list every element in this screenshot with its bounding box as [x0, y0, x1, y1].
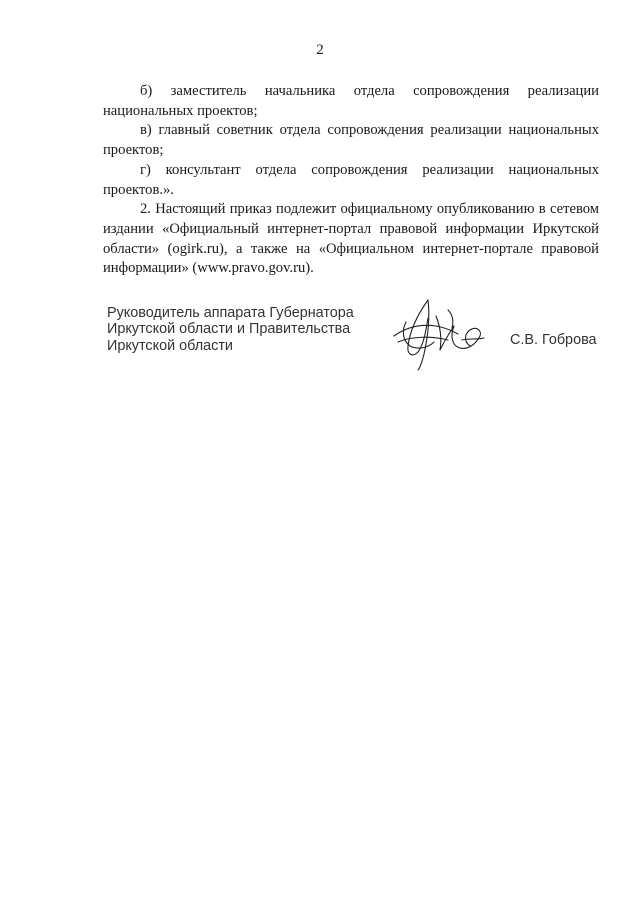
signatory-position-line: Руководитель аппарата Губернатора: [107, 305, 354, 321]
signatory-position: [107, 305, 354, 354]
signatory-name: С.В. Гоброва: [510, 332, 597, 348]
handwritten-signature: [388, 296, 488, 372]
page-number: 2: [316, 42, 324, 58]
paragraph-publication: 2. Настоящий приказ подлежит официальному опубликованию в сетевом издании «Официальный интернет-портал правовой информации Иркутской области» (ogirk.ru), а также на «Официальном интернет-портале правовой информации» (www.pravo.gov.ru).: [103, 201, 599, 277]
paragraph-item-g: г) консультант отдела сопровождения реализации национальных проектов.».: [103, 161, 599, 198]
paragraph-item-v: в) главный советник отдела сопровождения реализации национальных проектов;: [103, 122, 599, 159]
paragraph-item-b: б) заместитель начальника отдела сопровождения реализации национальных проектов;: [103, 83, 599, 119]
signatory-position-line: Иркутской области: [107, 337, 233, 354]
document-body: [103, 82, 599, 279]
signatory-position-line: Иркутской области и Правительства: [107, 321, 351, 338]
